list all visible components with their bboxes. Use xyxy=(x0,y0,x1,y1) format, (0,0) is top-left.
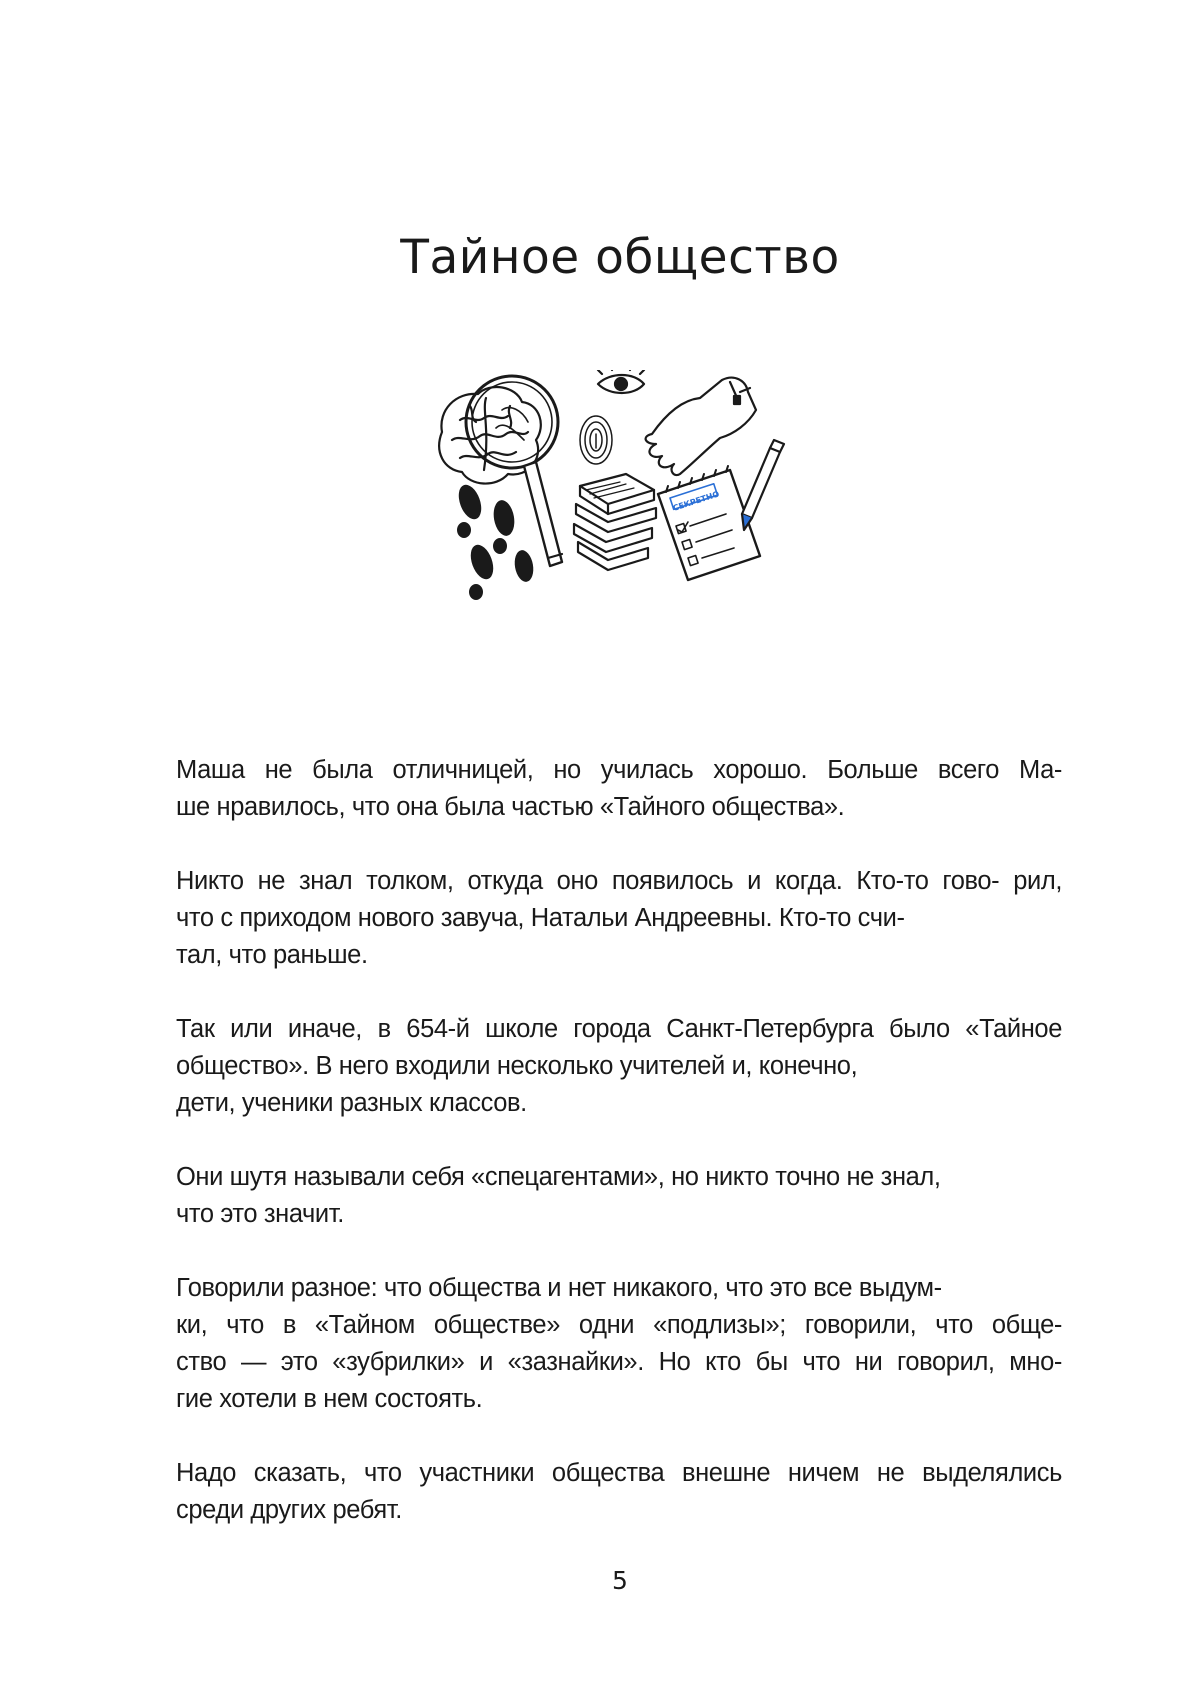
paragraph xyxy=(176,1270,1062,1418)
pencil-icon xyxy=(742,440,784,530)
paragraph xyxy=(176,1159,1062,1233)
text-line: Они шутя называли себя «спецагентами», но никто точно не знал, xyxy=(176,1163,941,1191)
notepad-label: СЕКРЕТНО xyxy=(671,489,721,513)
footprints-icon xyxy=(454,482,535,600)
text-line: что с приходом нового завуча, Натальи Андреевны. Кто-то счи- xyxy=(176,904,905,932)
text-line: Надо сказать, что участники общества внешне ничем не выделялись xyxy=(176,1459,1062,1487)
text-line: Никто не знал толком, откуда оно появилось и когда. Кто-то гово- рил, xyxy=(176,867,1062,895)
eye-icon xyxy=(598,370,644,393)
fingerprint-icon xyxy=(580,416,612,464)
text-line: Так или иначе, в 654-й школе города Санкт-Петербурга было «Тайное xyxy=(176,1015,1062,1043)
chapter-title: Тайное общество xyxy=(400,230,840,285)
text-line: что это значит. xyxy=(176,1200,344,1228)
glove-icon xyxy=(646,378,756,475)
paragraph xyxy=(176,1455,1062,1529)
books-icon xyxy=(574,474,656,570)
detective-illustration xyxy=(430,370,820,630)
text-line: ки, что в «Тайном обществе» одни «подлизы»; говорили, что обще- xyxy=(176,1311,1062,1339)
text-line: среди других ребят. xyxy=(176,1496,402,1524)
text-line: дети, ученики разных классов. xyxy=(176,1089,527,1117)
text-line: тал, что раньше. xyxy=(176,941,368,969)
text-line: ство — это «зубрилки» и «зазнайки». Но кто бы что ни говорил, мно- xyxy=(176,1348,1062,1376)
chapter-body xyxy=(176,752,1062,1566)
text-line: Маша не была отличницей, но училась хорошо. Больше всего Ма- xyxy=(176,756,1062,784)
paragraph xyxy=(176,863,1062,974)
page-number: 5 xyxy=(612,1566,628,1595)
text-line: ше нравилось, что она была частью «Тайного общества». xyxy=(176,793,845,821)
text-line: Говорили разное: что общества и нет никакого, что это все выдум- xyxy=(176,1274,942,1302)
paragraph xyxy=(176,1011,1062,1122)
text-line: гие хотели в нем состоять. xyxy=(176,1385,483,1413)
magnifier-icon xyxy=(466,376,562,566)
paragraph xyxy=(176,752,1062,826)
text-line: общество». В него входили несколько учителей и, конечно, xyxy=(176,1052,858,1080)
